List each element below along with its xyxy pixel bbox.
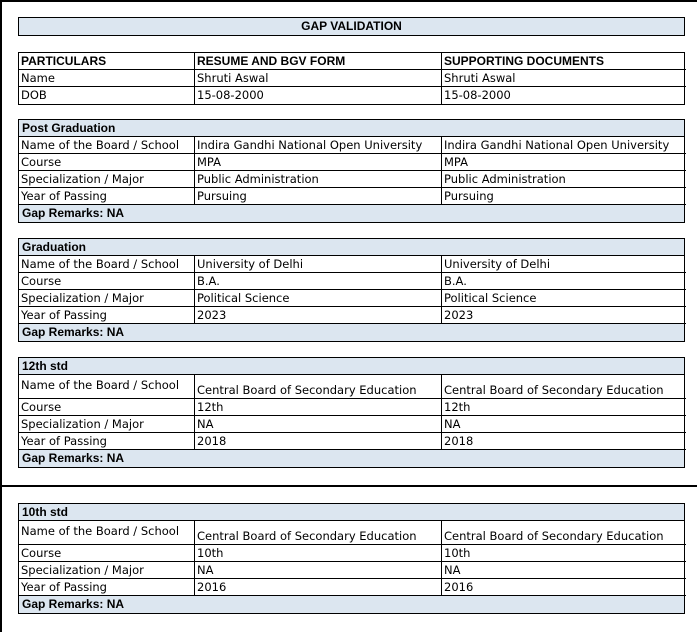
course-label: Course xyxy=(19,154,195,171)
year-resume: 2016 xyxy=(195,579,442,596)
board-docs: Central Board of Secondary Education xyxy=(442,521,686,545)
year-resume: 2023 xyxy=(195,307,442,324)
year-docs: 2023 xyxy=(442,307,686,324)
gap-remarks: Gap Remarks: NA xyxy=(19,596,684,613)
title-box xyxy=(18,17,685,36)
year-label: Year of Passing xyxy=(19,433,195,450)
header-docs: SUPPORTING DOCUMENTS xyxy=(442,53,686,70)
major-docs: Political Science xyxy=(442,290,686,307)
course-label: Course xyxy=(19,273,195,290)
year-docs: 2016 xyxy=(442,579,686,596)
year-docs: 2018 xyxy=(442,433,686,450)
major-resume: NA xyxy=(195,416,442,433)
board-label: Name of the Board / School xyxy=(19,256,195,273)
major-label: Specialization / Major xyxy=(19,171,195,188)
board-docs: Central Board of Secondary Education xyxy=(442,375,686,399)
header-resume: RESUME AND BGV FORM xyxy=(195,53,442,70)
course-docs: MPA xyxy=(442,154,686,171)
post-graduation-section xyxy=(18,119,685,223)
year-resume: 2018 xyxy=(195,433,442,450)
course-resume: MPA xyxy=(195,154,442,171)
major-label: Specialization / Major xyxy=(19,562,195,579)
board-docs: University of Delhi xyxy=(442,256,686,273)
graduation-section xyxy=(18,238,685,342)
section-divider-line xyxy=(0,485,697,487)
year-label: Year of Passing xyxy=(19,307,195,324)
course-docs: 12th xyxy=(442,399,686,416)
year-label: Year of Passing xyxy=(19,188,195,205)
major-resume: NA xyxy=(195,562,442,579)
gap-remarks: Gap Remarks: NA xyxy=(19,324,684,341)
board-label: Name of the Board / School xyxy=(19,521,195,545)
section-heading: 10th std xyxy=(19,504,684,521)
board-resume: University of Delhi xyxy=(195,256,442,273)
board-resume: Indira Gandhi National Open University xyxy=(195,137,442,154)
major-docs: NA xyxy=(442,562,686,579)
course-docs: B.A. xyxy=(442,273,686,290)
major-resume: Public Administration xyxy=(195,171,442,188)
page-top-border xyxy=(0,0,697,2)
particulars-table xyxy=(18,52,685,105)
dob-docs: 15-08-2000 xyxy=(444,88,511,102)
major-label: Specialization / Major xyxy=(19,290,195,307)
tenth-std-section xyxy=(18,503,685,614)
year-resume: Pursuing xyxy=(195,188,442,205)
name-label: Name xyxy=(19,70,195,87)
major-docs: Public Administration xyxy=(442,171,686,188)
dob-resume: 15-08-2000 xyxy=(195,87,442,104)
course-resume: 10th xyxy=(195,545,442,562)
year-label: Year of Passing xyxy=(19,579,195,596)
board-resume: Central Board of Secondary Education xyxy=(195,375,442,399)
major-resume: Political Science xyxy=(195,290,442,307)
board-docs: Indira Gandhi National Open University xyxy=(442,137,686,154)
board-label: Name of the Board / School xyxy=(19,137,195,154)
course-label: Course xyxy=(19,545,195,562)
board-resume: Central Board of Secondary Education xyxy=(195,521,442,545)
section-heading: 12th std xyxy=(19,358,684,375)
course-docs: 10th xyxy=(442,545,686,562)
page-title: GAP VALIDATION xyxy=(19,18,684,35)
gap-remarks: Gap Remarks: NA xyxy=(19,450,684,467)
name-docs: Shruti Aswal xyxy=(442,70,686,87)
section-heading: Post Graduation xyxy=(19,120,684,137)
course-resume: B.A. xyxy=(195,273,442,290)
course-label: Course xyxy=(19,399,195,416)
course-resume: 12th xyxy=(195,399,442,416)
twelfth-std-section xyxy=(18,357,685,468)
header-particulars: PARTICULARS xyxy=(19,53,195,70)
section-heading: Graduation xyxy=(19,239,684,256)
name-resume: Shruti Aswal xyxy=(195,70,442,87)
dob-label: DOB xyxy=(19,87,195,104)
year-docs: Pursuing xyxy=(442,188,686,205)
board-label: Name of the Board / School xyxy=(19,375,195,399)
gap-remarks: Gap Remarks: NA xyxy=(19,205,684,222)
major-docs: NA xyxy=(442,416,686,433)
page-left-border xyxy=(0,0,2,632)
major-label: Specialization / Major xyxy=(19,416,195,433)
